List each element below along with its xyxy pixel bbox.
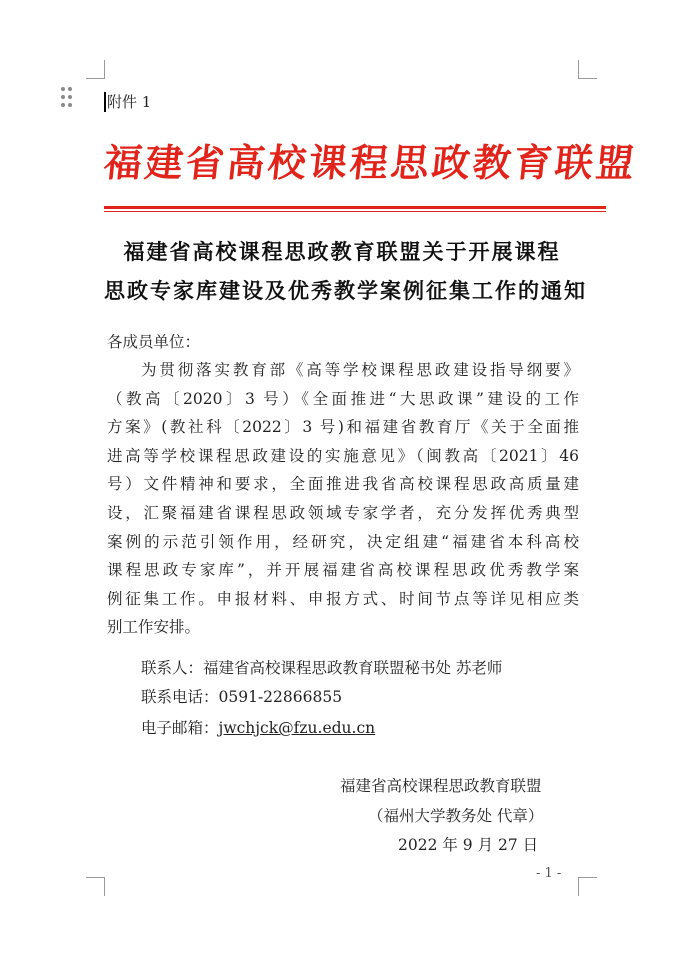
page-number: - 1 - (536, 866, 562, 881)
contact-email-link[interactable]: jwchjck@fzu.edu.cn (218, 719, 376, 737)
body-line: （教高〔2020〕3 号）《全面推进“大思政课”建设的工作 (107, 389, 579, 408)
body-line: 课程思政专家库”，并开展福建省高校课程思政优秀教学案 (107, 561, 579, 580)
contact-email-row (141, 715, 375, 742)
contact-person: 联系人：福建省高校课程思政教育联盟秘书处 苏老师 (141, 659, 503, 677)
signature-agent: （福州大学教务处 代章） (368, 807, 544, 825)
red-divider-thin (104, 211, 606, 212)
signature-organization: 福建省高校课程思政教育联盟 (340, 777, 542, 795)
red-divider-thick (104, 206, 606, 209)
body-line: 别工作安排。 (107, 618, 201, 637)
body-line: 案例的示范引领作用，经研究，决定组建“福建省本科高校 (107, 532, 579, 551)
body-paragraph (107, 356, 579, 642)
salutation: 各成员单位： (107, 333, 201, 351)
drag-handle-icon[interactable] (60, 86, 74, 108)
contact-email-label: 电子邮箱： (141, 719, 219, 737)
crop-mark-top-right (578, 60, 597, 79)
crop-mark-bottom-left (86, 877, 105, 896)
body-line: 方案》(教社科〔2022〕3 号)和福建省教育厅《关于全面推 (107, 418, 579, 437)
contact-phone: 联系电话：0591-22866855 (141, 688, 343, 706)
text-cursor (104, 92, 106, 112)
signature-date: 2022 年 9 月 27 日 (398, 836, 539, 854)
notice-title-line-1: 福建省高校课程思政教育联盟关于开展课程 (123, 239, 561, 264)
crop-mark-bottom-right (578, 877, 597, 896)
body-line: 号）文件精神和要求，全面推进我省高校课程思政高质量建 (107, 475, 579, 494)
body-line: 为贯彻落实教育部《高等学校课程思政建设指导纲要》 (141, 361, 579, 379)
body-line: 进高等学校课程思政建设的实施意见》（闽教高〔2021〕46 (107, 446, 579, 465)
crop-mark-top-left (86, 60, 105, 79)
body-line: 设，汇聚福建省课程思政领域专家学者，充分发挥优秀典型 (107, 503, 579, 522)
notice-title-line-2: 思政专家库建设及优秀教学案例征集工作的通知 (104, 278, 587, 303)
body-line: 例征集工作。申报材料、申报方式、时间节点等详见相应类 (107, 589, 579, 608)
attachment-label: 附件 1 (107, 93, 152, 111)
red-header-banner: 福建省高校课程思政教育联盟 (101, 140, 640, 185)
